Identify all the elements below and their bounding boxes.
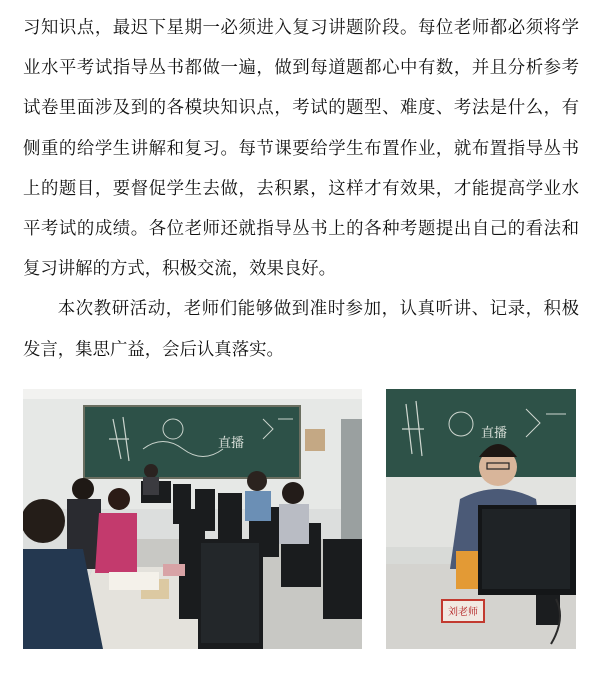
board-text: 直播 xyxy=(481,426,508,441)
nameplate-text: 刘老师 xyxy=(448,607,478,618)
paragraph-summary: 本次教研活动，老师们能够做到准时参加，认真听讲、记录，积极发言，集思广益，会后认真落实。 xyxy=(23,299,579,360)
photo-teacher-nameplate xyxy=(386,389,576,649)
paragraph-review-plan: 习知识点，最迟下星期一必须进入复习讲题阶段。每位老师都必须将学业水平考试指导丛书都做一遍，做到每道题都心中有数，并且分析参考试卷里面涉及到的各模块知识点，考试的题型、难度、考法是什么，有侧重的给学生讲解和复习。每节课要给学生布置作业，就布置指导丛书上的题目，要督促学生去做，去积累，这样才有效果，才能提高学业水平考试的成绩。各位老师还就指导丛书上的各种考题提出自己的看法和复习讲解的方式，积极交流，效果良好。 xyxy=(23,18,579,280)
board-text: 直播 xyxy=(218,436,245,451)
chalkboard xyxy=(83,405,301,479)
nameplate xyxy=(441,599,485,623)
photo-teachers-meeting xyxy=(23,389,362,649)
article-text xyxy=(23,8,579,370)
